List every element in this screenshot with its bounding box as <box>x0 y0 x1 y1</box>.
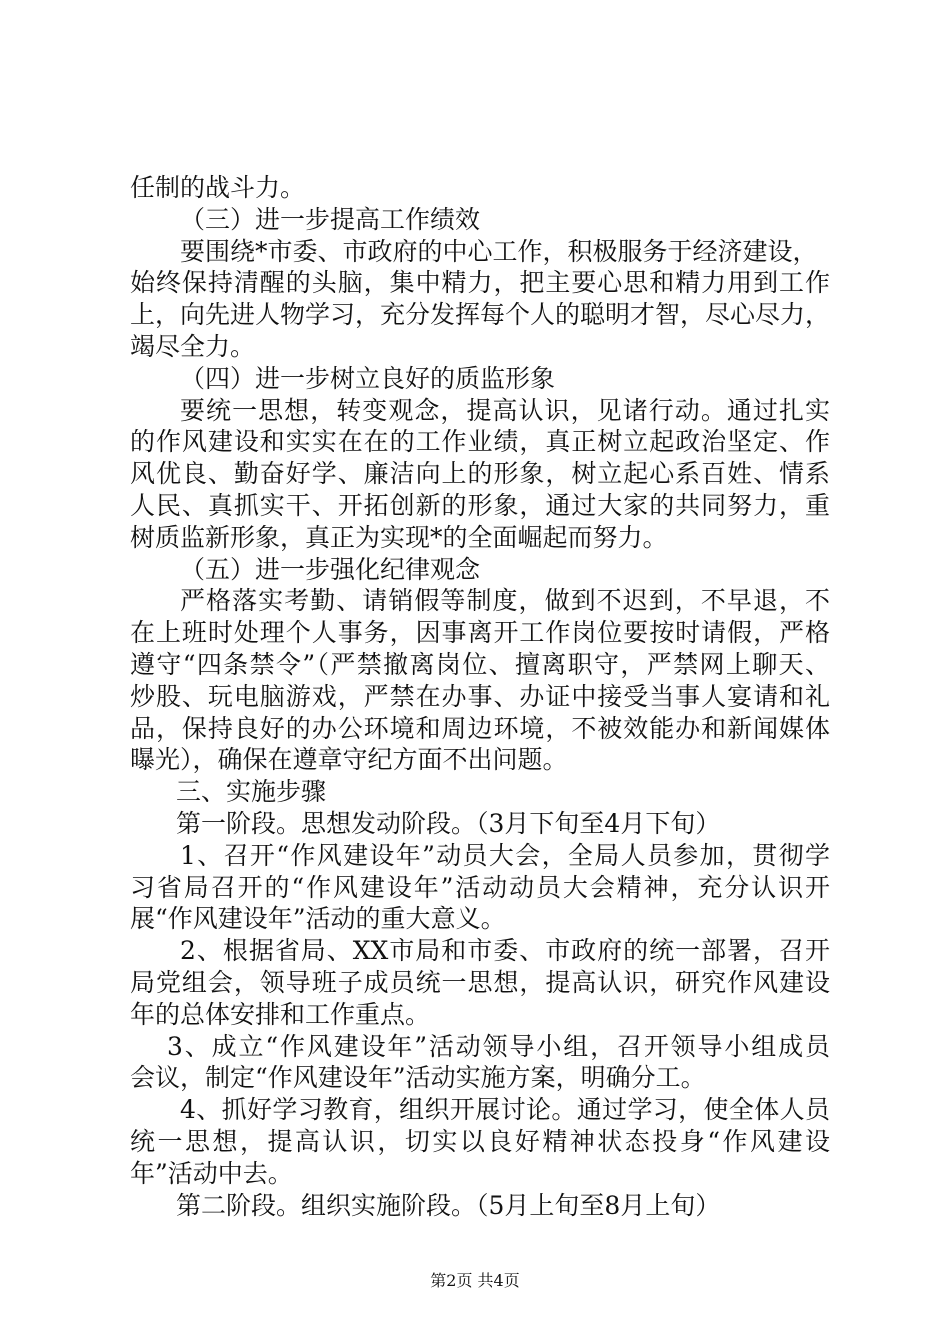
page-number: 第2页 共4页 <box>430 1271 520 1290</box>
paragraph-line: 严格落实考勤、请销假等制度，做到不迟到，不早退，不 <box>180 586 830 616</box>
section-heading: 三、实施步骤 <box>176 777 327 807</box>
paragraph-line: 的作风建设和实实在在的工作业绩，真正树立起政治坚定、作 <box>130 427 830 457</box>
text-line: 任制的战斗力。 <box>130 173 306 202</box>
paragraph-line: 风优良、勤奋好学、廉洁向上的形象，树立起心系百姓、情系 <box>130 459 830 489</box>
paragraph-line: 统一思想，提高认识，切实以良好精神状态投身“作风建设 <box>130 1126 830 1156</box>
paragraph-line: 展“作风建设年”活动的重大意义。 <box>130 904 506 934</box>
paragraph-line: 会议，制定“作风建设年”活动实施方案，明确分工。 <box>130 1063 706 1093</box>
paragraph-line: 上，向先进人物学习，充分发挥每个人的聪明才智，尽心尽力， <box>130 300 831 330</box>
paragraph-line: 年的总体安排和工作重点。 <box>130 999 431 1029</box>
paragraph-line: 树质监新形象，真正为实现*的全面崛起而努力。 <box>130 522 668 552</box>
stage-heading: 第二阶段。组织实施阶段。（5月上旬至8月上旬） <box>176 1190 721 1220</box>
paragraph-line: 竭尽全力。 <box>130 331 256 361</box>
paragraph-line: 品，保持良好的办公环境和周边环境，不被效能办和新闻媒体 <box>130 713 830 743</box>
section-heading: （四）进一步树立良好的质监形象 <box>180 363 556 393</box>
paragraph-line: 在上班时处理个人事务，因事离开工作岗位要按时请假，严格 <box>130 618 830 648</box>
paragraph-line: 人民、真抓实干、开拓创新的形象，通过大家的共同努力，重 <box>130 490 830 520</box>
stage-heading: 第一阶段。思想发动阶段。（3月下旬至4月下旬） <box>176 808 721 838</box>
paragraph-line: 遵守“四条禁令”（严禁撤离岗位、擅离职守，严禁网上聊天、 <box>130 649 830 679</box>
paragraph-line: 要围绕*市委、市政府的中心工作，积极服务于经济建设， <box>180 236 818 266</box>
paragraph-line: 始终保持清醒的头脑，集中精力，把主要心思和精力用到工作 <box>130 268 830 298</box>
paragraph-line: 年”活动中去。 <box>130 1158 293 1188</box>
section-heading: （三）进一步提高工作绩效 <box>180 204 481 234</box>
paragraph-line: 3、成立“作风建设年”活动领导小组，召开领导小组成员 <box>167 1031 830 1061</box>
paragraph-line: 习省局召开的“作风建设年”活动动员大会精神，充分认识开 <box>130 872 830 902</box>
paragraph-line: 2、根据省局、XX市局和市委、市政府的统一部署，召开 <box>180 936 830 966</box>
paragraph-line: 局党组会，领导班子成员统一思想，提高认识，研究作风建设 <box>130 967 830 997</box>
section-heading: （五）进一步强化纪律观念 <box>180 554 481 584</box>
paragraph-line: 4、抓好学习教育，组织开展讨论。通过学习，使全体人员 <box>180 1095 830 1125</box>
paragraph-line: 1、召开“作风建设年”动员大会，全局人员参加，贯彻学 <box>180 840 830 870</box>
paragraph-line: 曝光），确保在遵章守纪方面不出问题。 <box>130 745 568 775</box>
paragraph-line: 要统一思想，转变观念，提高认识，见诸行动。通过扎实 <box>180 395 830 425</box>
document-body <box>130 172 830 1221</box>
paragraph-line: 炒股、玩电脑游戏，严禁在办事、办证中接受当事人宴请和礼 <box>130 681 830 711</box>
